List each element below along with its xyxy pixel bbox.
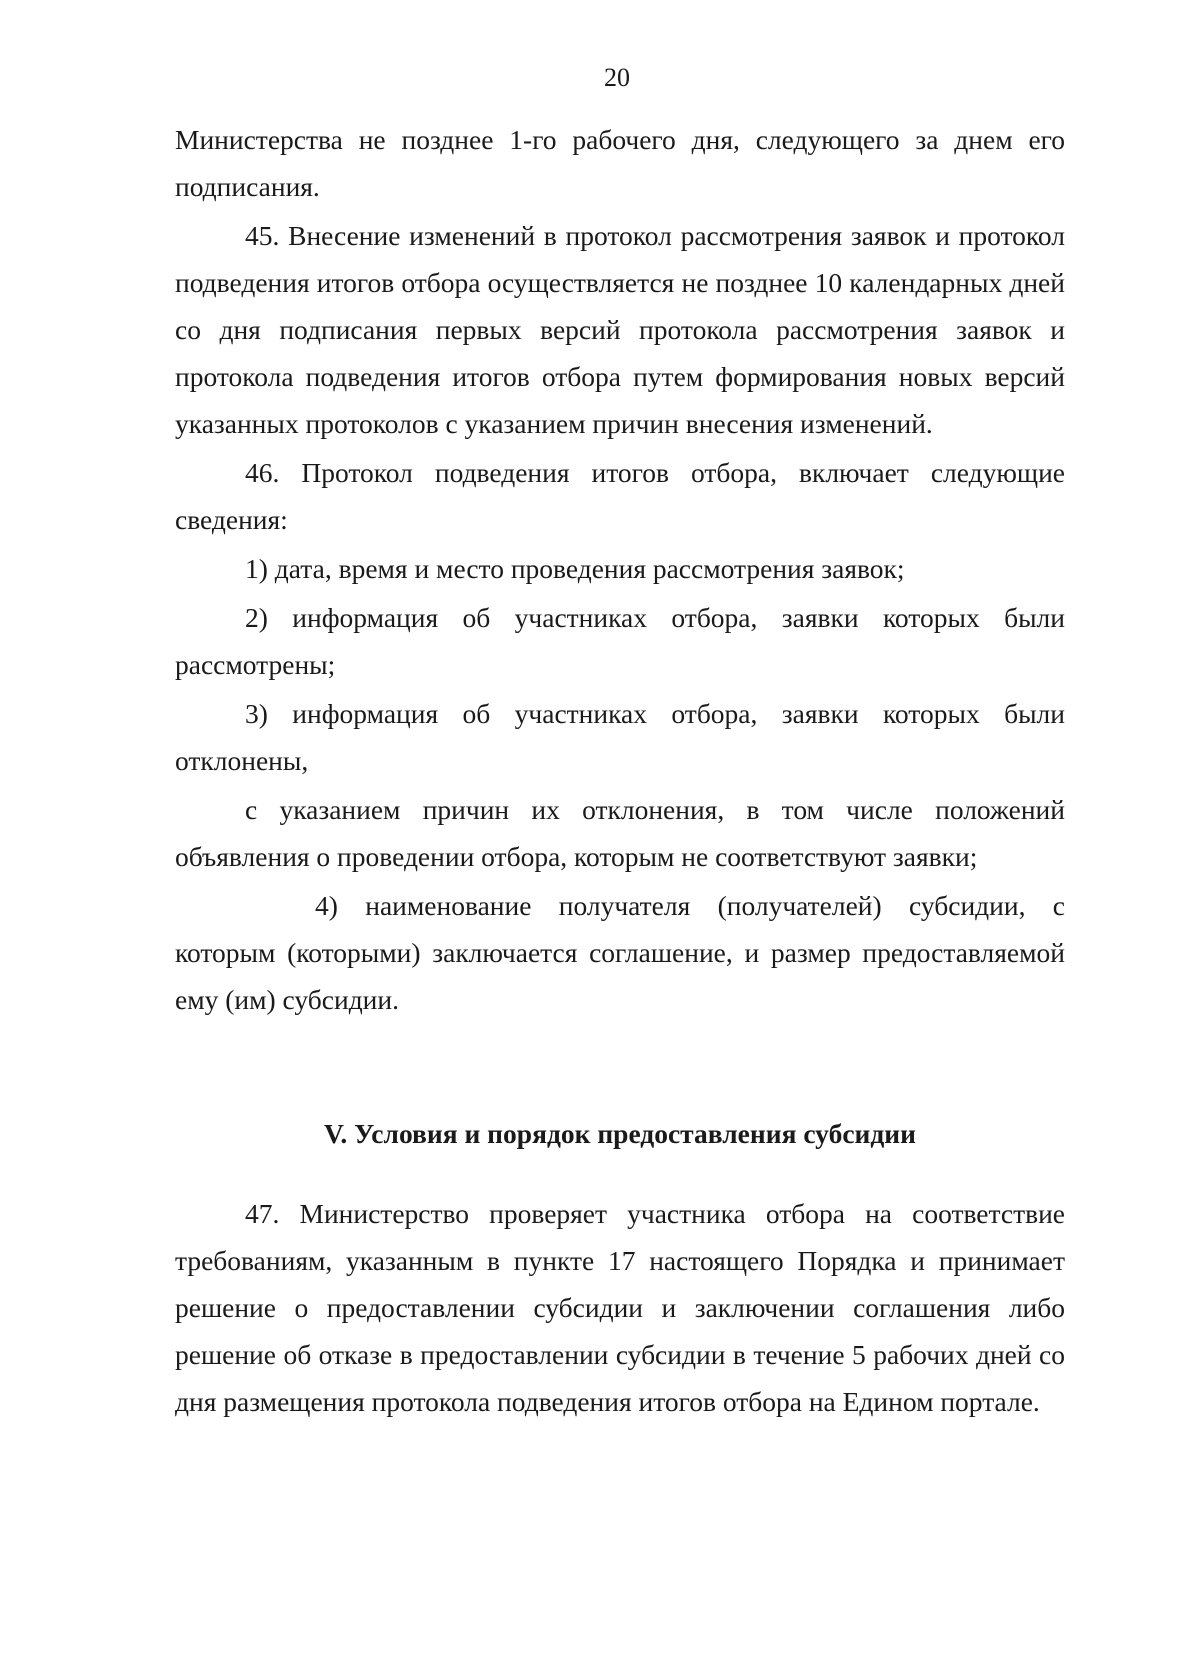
- list-item-3-continuation: с указанием причин их отклонения, в том числе положений объявления о проведении отбора, которым не соответствуют заявки;: [175, 794, 1065, 872]
- section-body: [175, 1190, 1065, 1425]
- paragraph-continuation: Министерства не позднее 1-го рабочего дня, следующего за днем его подписания.: [175, 124, 1065, 202]
- paragraph-45: 45. Внесение изменений в протокол рассмотрения заявок и протокол подведения итогов отбора осуществляется не позднее 10 календарных дней со дня подписания первых версий протокола рассмотрения заявок и протокола подведения итогов отбора путем формирования новых версий указанных протоколов с указанием причин внесения изменений.: [175, 220, 1065, 439]
- section-heading: V. Условия и порядок предоставления субсидии: [324, 1118, 916, 1149]
- list-item-1: 1) дата, время и место проведения рассмотрения заявок;: [245, 553, 905, 584]
- list-item-3: 3) информация об участниках отбора, заявки которых были отклонены,: [175, 698, 1065, 776]
- page-number: 20: [604, 63, 630, 92]
- document-body: [175, 116, 1065, 1025]
- list-item-2: 2) информация об участниках отбора, заявки которых были рассмотрены;: [175, 602, 1065, 680]
- list-item-4: 4) наименование получателя (получателей) субсидии, с которым (которыми) заключается соглашение, и размер предоставляемой ему (им) субсидии.: [175, 890, 1065, 1015]
- paragraph-47: 47. Министерство проверяет участника отбора на соответствие требованиям, указанным в пункте 17 настоящего Порядка и принимает решение о предоставлении субсидии и заключении соглашения либо решение об отказе в предоставлении субсидии в течение 5 рабочих дней со дня размещения протокола подведения итогов отбора на Едином портале.: [175, 1198, 1065, 1417]
- paragraph-46: 46. Протокол подведения итогов отбора, включает следующие сведения:: [175, 457, 1065, 535]
